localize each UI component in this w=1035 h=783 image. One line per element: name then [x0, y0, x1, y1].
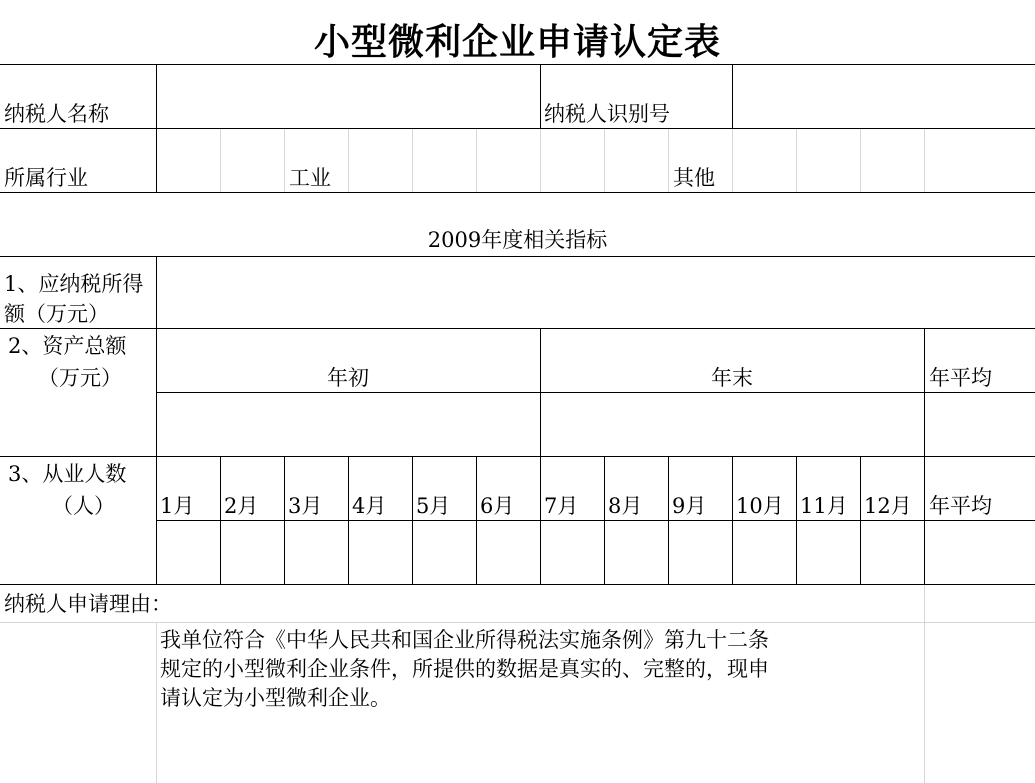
gridline	[732, 129, 733, 192]
gridline	[348, 129, 349, 192]
taxpayer-name-label: 纳税人名称	[4, 102, 109, 126]
total-assets-label-line1: 2、资产总额	[8, 334, 127, 358]
employees-month-field-2[interactable]	[221, 521, 284, 584]
form-title: 小型微利企业申请认定表	[313, 21, 721, 63]
month-header-1: 1月	[160, 494, 195, 518]
table-border	[540, 64, 541, 128]
month-header-4: 4月	[352, 494, 387, 518]
industry-option-industrial[interactable]: 工业	[289, 166, 331, 190]
reason-text[interactable]	[160, 626, 920, 713]
month-header-5: 5月	[416, 494, 451, 518]
gridline	[412, 129, 413, 192]
assets-start-field[interactable]	[157, 393, 540, 456]
employees-month-field-4[interactable]	[349, 521, 412, 584]
month-header-9: 9月	[672, 494, 707, 518]
gridline	[796, 129, 797, 192]
gridline	[220, 129, 221, 192]
month-header-11: 11月	[800, 494, 848, 518]
gridline	[924, 585, 925, 783]
assets-end-field[interactable]	[541, 393, 924, 456]
month-header-7: 7月	[544, 494, 579, 518]
employees-month-field-5[interactable]	[413, 521, 476, 584]
indicators-heading: 2009年度相关指标	[427, 228, 608, 252]
taxpayer-id-label: 纳税人识别号	[544, 102, 670, 126]
table-border	[0, 584, 1035, 585]
reason-text-line2: 规定的小型微利企业条件，所提供的数据是真实的、完整的，现申	[160, 657, 769, 681]
month-header-3: 3月	[288, 494, 323, 518]
taxable-income-label-line2: 额（万元）	[4, 302, 109, 326]
employees-month-field-11[interactable]	[797, 521, 860, 584]
employees-month-field-12[interactable]	[861, 521, 924, 584]
month-header-2: 2月	[224, 494, 259, 518]
reason-text-line3: 请认定为小型微利企业。	[160, 686, 391, 710]
gridline	[284, 129, 285, 192]
gridline	[540, 129, 541, 192]
assets-average-header: 年平均	[929, 366, 992, 390]
table-border	[0, 192, 1035, 193]
employees-month-field-6[interactable]	[477, 521, 540, 584]
reason-text-line1: 我单位符合《中华人民共和国企业所得税法实施条例》第九十二条	[160, 628, 769, 652]
employees-month-field-7[interactable]	[541, 521, 604, 584]
industry-option-other[interactable]: 其他	[673, 166, 715, 190]
taxpayer-name-field[interactable]	[157, 65, 540, 128]
gridline	[668, 129, 669, 192]
employees-label-line2: （人）	[52, 494, 115, 518]
employees-label-line1: 3、从业人数	[8, 462, 127, 486]
gridline	[604, 129, 605, 192]
assets-average-field[interactable]	[925, 393, 1035, 456]
month-header-6: 6月	[480, 494, 515, 518]
employees-average-field[interactable]	[925, 521, 1035, 584]
employees-month-field-9[interactable]	[669, 521, 732, 584]
employees-month-field-3[interactable]	[285, 521, 348, 584]
assets-end-header: 年末	[711, 366, 753, 390]
employees-month-field-10[interactable]	[733, 521, 796, 584]
month-header-10: 10月	[736, 494, 784, 518]
employees-month-field-8[interactable]	[605, 521, 668, 584]
gridline	[924, 129, 925, 192]
taxable-income-field[interactable]	[157, 257, 1035, 328]
assets-start-header: 年初	[327, 366, 369, 390]
reason-label: 纳税人申请理由：	[4, 592, 172, 616]
month-header-8: 8月	[608, 494, 643, 518]
taxable-income-label-line1: 1、应纳税所得	[4, 272, 144, 296]
employees-average-header: 年平均	[929, 494, 992, 518]
month-header-12: 12月	[864, 494, 912, 518]
gridline	[860, 129, 861, 192]
industry-label: 所属行业	[4, 166, 88, 190]
employees-month-field-1[interactable]	[157, 521, 220, 584]
gridline	[156, 622, 157, 783]
total-assets-label-line2: （万元）	[38, 366, 122, 390]
taxpayer-id-field[interactable]	[733, 65, 1035, 128]
gridline	[476, 129, 477, 192]
